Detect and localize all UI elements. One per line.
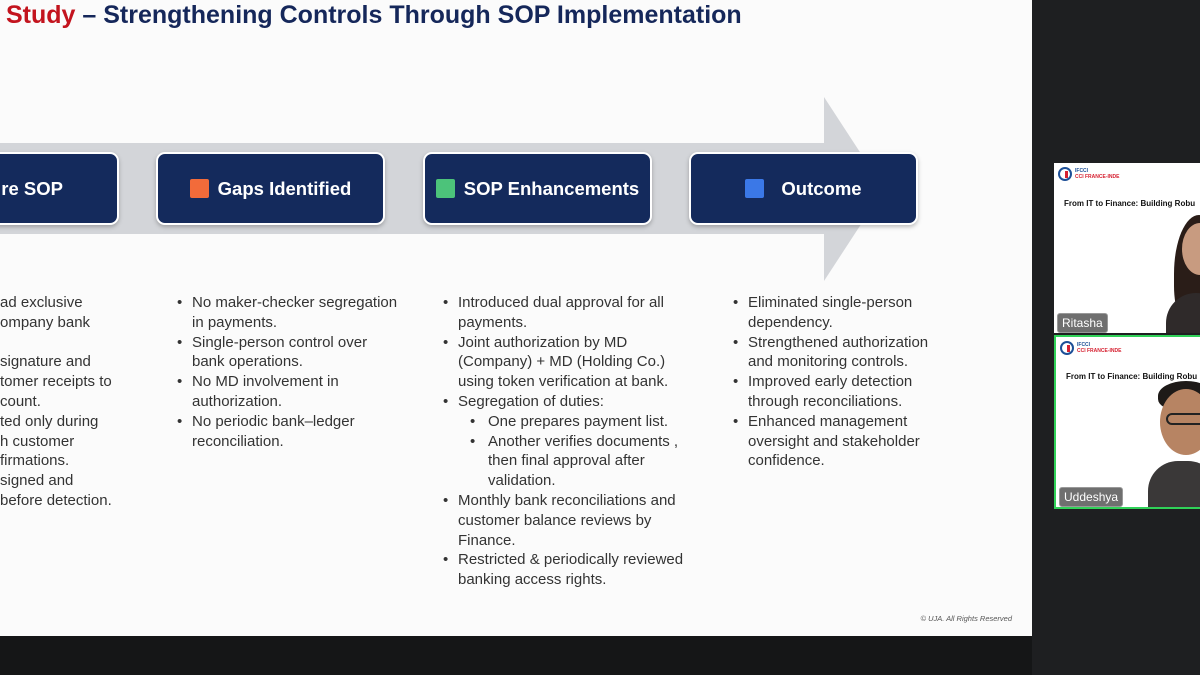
ifcci-logo — [1058, 167, 1119, 181]
sop-sublist-item: • Another verifies documents , then final approval after validation. — [458, 432, 702, 491]
ifcci-logo — [1060, 341, 1121, 355]
outcome-list-item: • Strengthened authorization and monitoring controls. — [730, 333, 952, 373]
stage-sop-enhancements-label: SOP Enhancements — [463, 177, 640, 199]
gaps-list-item: • No maker-checker segregation in payments. — [174, 293, 399, 333]
sop-list — [440, 293, 702, 590]
blue-square-icon — [745, 179, 764, 198]
participant-name-label: Ritasha — [1057, 313, 1108, 333]
stage-gaps-identified-label: Gaps Identified — [217, 177, 352, 199]
stage-outcome — [689, 152, 918, 225]
stage-before-sop-label: re SOP — [1, 177, 63, 199]
gaps-identified-column — [174, 293, 399, 451]
before-sop-line: signed and — [0, 472, 74, 490]
bottom-bar — [0, 636, 1032, 675]
glasses-icon — [1166, 413, 1200, 425]
ifcci-logo-name: IFCCI — [1077, 342, 1091, 348]
ifcci-logo-subtext: CCI FRANCE-INDE — [1075, 174, 1120, 180]
meeting-title: From IT to Finance: Building Robu — [1064, 199, 1196, 208]
sop-list-item — [440, 392, 702, 491]
sop-list-item-text: Segregation of duties: — [458, 392, 604, 410]
sop-sublist-item: • One prepares payment list. — [458, 412, 702, 432]
participant-video-body — [1148, 461, 1200, 509]
orange-square-icon — [190, 179, 209, 198]
sop-list-item: • Introduced dual approval for all payments. — [440, 293, 702, 333]
ifcci-logo-subtext: CCI FRANCE-INDE — [1077, 348, 1122, 354]
before-sop-line: count. — [0, 392, 41, 410]
gaps-list — [174, 293, 399, 451]
before-sop-column — [0, 293, 127, 511]
sop-list-item: • Restricted & periodically reviewed banking access rights. — [440, 550, 702, 590]
before-sop-line: ompany bank — [0, 313, 91, 331]
participant-tile-ritasha[interactable] — [1054, 163, 1200, 333]
gaps-list-item: • Single-person control over bank operations. — [174, 333, 399, 373]
before-sop-line: before detection. — [0, 491, 112, 509]
sop-list-item: • Monthly bank reconciliations and customer balance reviews by Finance. — [440, 491, 702, 550]
ifcci-logo-text — [1075, 168, 1119, 180]
before-sop-line — [0, 333, 127, 353]
outcome-column — [730, 293, 952, 471]
ifcci-logo-icon — [1060, 341, 1074, 355]
sop-list-item: • Joint authorization by MD (Company) + MD (Holding Co.) using token verification at bank. — [440, 333, 702, 392]
ifcci-logo-text — [1077, 342, 1121, 354]
before-sop-line: ad exclusive — [0, 294, 83, 311]
participant-name-label: Uddeshya — [1059, 487, 1123, 507]
meeting-title: From IT to Finance: Building Robu — [1066, 372, 1198, 381]
before-sop-text — [0, 293, 127, 511]
before-sop-line: tomer receipts to — [0, 373, 112, 391]
outcome-list-item: • Enhanced management oversight and stakeholder confidence. — [730, 412, 952, 471]
copyright-notice: © UJA. All Rights Reserved — [920, 614, 1012, 623]
before-sop-line: h customer — [0, 432, 75, 450]
before-sop-line: ted only during — [0, 412, 99, 430]
stage-before-sop — [0, 152, 119, 225]
slide-title — [6, 1, 742, 30]
stage-outcome-label: Outcome — [781, 177, 862, 199]
gaps-list-item: • No MD involvement in authorization. — [174, 372, 399, 412]
sop-enhancements-column — [440, 293, 702, 590]
green-square-icon — [436, 179, 455, 198]
before-sop-line: signature and — [0, 353, 91, 371]
gaps-list-item: • No periodic bank–ledger reconciliation. — [174, 412, 399, 452]
slide-title-rest: – Strengthening Controls Through SOP Implementation — [75, 1, 742, 29]
participant-video-body — [1166, 293, 1200, 333]
ifcci-logo-icon — [1058, 167, 1072, 181]
stage-gaps-identified — [156, 152, 385, 225]
participant-tile-uddeshya[interactable] — [1054, 335, 1200, 509]
slide-title-accent: Study — [6, 1, 76, 29]
sop-sublist — [458, 412, 702, 491]
ifcci-logo-name: IFCCI — [1075, 168, 1089, 174]
stage-sop-enhancements — [423, 152, 652, 225]
outcome-list-item: • Improved early detection through reconciliations. — [730, 372, 952, 412]
before-sop-line: firmations. — [0, 452, 70, 470]
outcome-list — [730, 293, 952, 471]
outcome-list-item: • Eliminated single-person dependency. — [730, 293, 952, 333]
